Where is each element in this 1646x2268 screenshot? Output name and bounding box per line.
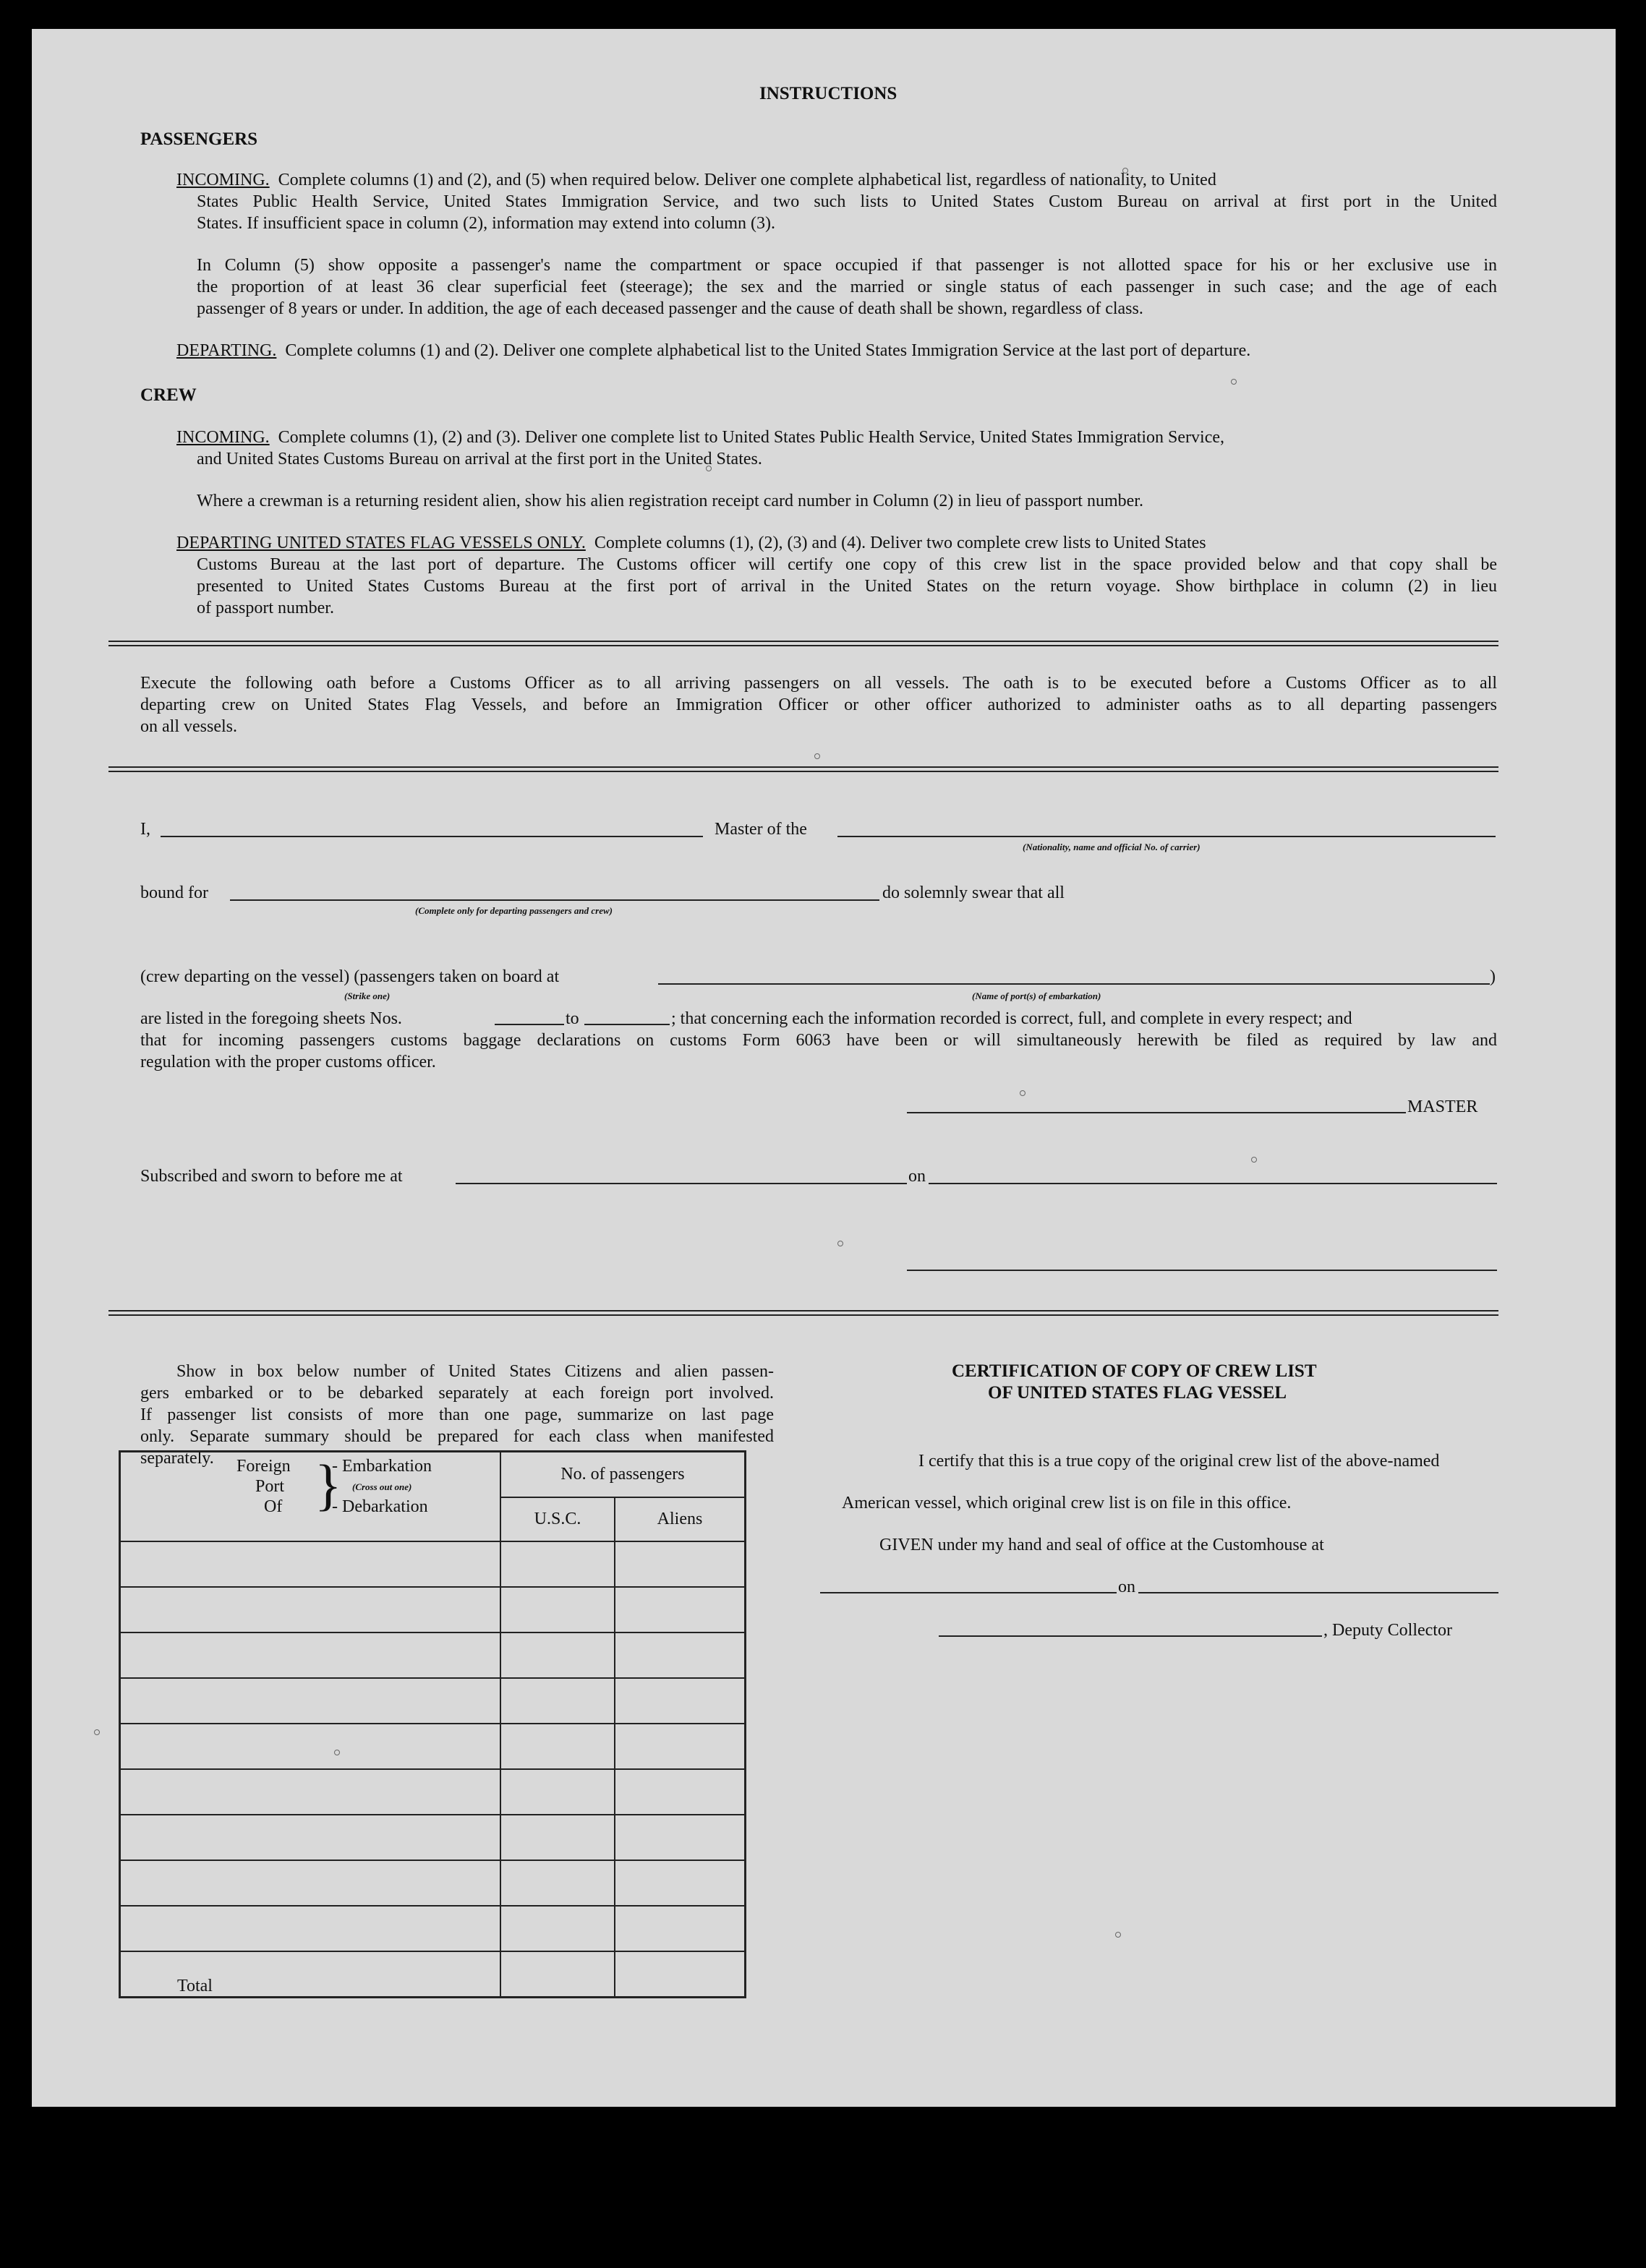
cert-on-label: on xyxy=(1118,1578,1135,1596)
instructions-title: INSTRUCTIONS xyxy=(759,84,897,103)
crew-flag-label: DEPARTING UNITED STATES FLAG VESSELS ONLY. xyxy=(176,534,586,552)
listed-line3: regulation with the proper customs officer. xyxy=(140,1053,436,1071)
crew-flag-line2: Customs Bureau at the last port of departure. The Customs officer will certify one copy of this crew list in the space provided below and that copy shall be xyxy=(197,555,1497,574)
passengers-departing-label: DEPARTING. xyxy=(176,341,277,360)
aliens-cell[interactable] xyxy=(615,1541,746,1587)
usc-cell[interactable] xyxy=(500,1906,615,1951)
table-row xyxy=(120,1815,746,1860)
sworn-on-label: on xyxy=(908,1167,926,1186)
usc-cell[interactable] xyxy=(500,1724,615,1769)
carrier-field[interactable] xyxy=(837,836,1496,837)
i-label: I, xyxy=(140,820,150,839)
usc-header: U.S.C. xyxy=(500,1497,615,1541)
table-row xyxy=(120,1724,746,1769)
column5-line1: In Column (5) show opposite a passenger's name the compartment or space occupied if that passenger is not allotted space for his or her exclusive use in xyxy=(197,256,1497,275)
table-row xyxy=(120,1632,746,1678)
divider-1 xyxy=(108,641,1498,646)
usc-cell[interactable] xyxy=(500,1860,615,1906)
crew-incoming-line2: and United States Customs Bureau on arrival at the first port in the United States. xyxy=(197,450,762,468)
passengers-heading: PASSENGERS xyxy=(140,129,258,149)
sworn-place-field[interactable] xyxy=(456,1183,907,1184)
embarkation-port-field[interactable] xyxy=(658,983,1490,985)
aliens-cell[interactable] xyxy=(615,1587,746,1632)
summary-line1: Show in box below number of United States Citizens and alien passen- xyxy=(176,1362,774,1381)
sworn-date-field[interactable] xyxy=(929,1183,1497,1184)
aliens-cell[interactable] xyxy=(615,1769,746,1815)
usc-total-cell[interactable] xyxy=(500,1951,615,1997)
master-of-the-label: Master of the xyxy=(715,820,807,839)
customhouse-field[interactable] xyxy=(820,1592,1117,1593)
passengers-incoming-line2: States Public Health Service, United States Immigration Service, and two such lists to United States Custom Bureau on arrival at first port in the United xyxy=(197,192,1497,211)
passengers-incoming-line1 xyxy=(176,169,1497,191)
crew-flag-line3: presented to United States Customs Bureau at the first port of arrival in the United States on the return voyage. Show birthplace in column (2) in lieu xyxy=(197,577,1497,596)
crew-incoming-line1 xyxy=(176,427,1500,448)
deputy-collector-label: , Deputy Collector xyxy=(1323,1621,1452,1640)
scan-speck xyxy=(1115,1932,1121,1938)
usc-cell[interactable] xyxy=(500,1541,615,1587)
passengers-incoming-label: INCOMING. xyxy=(176,171,270,189)
passengers-departing-text: Complete columns (1) and (2). Deliver one complete alphabetical list to the United States Immigration Service at the last port of departure. xyxy=(285,341,1251,360)
usc-cell[interactable] xyxy=(500,1815,615,1860)
certification-title-line1: CERTIFICATION OF COPY OF CREW LIST xyxy=(952,1361,1317,1381)
scan-speck xyxy=(1231,379,1237,385)
scan-speck xyxy=(706,466,712,471)
port-cell[interactable] xyxy=(120,1541,501,1587)
passengers-incoming-text: Complete columns (1) and (2), and (5) when required below. Deliver one complete alphabetical list, regardless of nationality, to United xyxy=(278,171,1216,189)
master-label: MASTER xyxy=(1407,1097,1478,1116)
crew-resident-alien: Where a crewman is a returning resident alien, show his alien registration receipt card number in Column (2) in lieu of passport number. xyxy=(197,492,1143,510)
crew-flag-line4: of passport number. xyxy=(197,599,334,617)
sheets-label: are listed in the foregoing sheets Nos. xyxy=(140,1009,402,1028)
embarkation-label: - Embarkation xyxy=(332,1457,432,1476)
master-signature-field[interactable] xyxy=(907,1112,1406,1113)
bound-for-field[interactable] xyxy=(230,899,879,901)
cross-out-caption: (Cross out one) xyxy=(352,1481,412,1492)
certify-line2: American vessel, which original crew list is on file in this office. xyxy=(842,1494,1292,1512)
divider-2 xyxy=(108,766,1498,772)
aliens-cell[interactable] xyxy=(615,1724,746,1769)
port-name-caption: (Name of port(s) of embarkation) xyxy=(972,990,1101,1001)
usc-cell[interactable] xyxy=(500,1769,615,1815)
table-row xyxy=(120,1541,746,1587)
aliens-cell[interactable] xyxy=(615,1860,746,1906)
do-solemnly-label: do solemnly swear that all xyxy=(882,883,1065,902)
scan-speck xyxy=(1251,1157,1257,1163)
passengers-incoming-line3: States. If insufficient space in column (2), information may extend into column (3). xyxy=(197,214,776,233)
listed-text: ; that concerning each the information recorded is correct, full, and complete in every respect; and xyxy=(671,1009,1352,1028)
aliens-cell[interactable] xyxy=(615,1678,746,1724)
complete-only-caption: (Complete only for departing passengers and crew) xyxy=(415,905,613,916)
subscribed-label: Subscribed and sworn to before me at xyxy=(140,1167,403,1186)
table-row xyxy=(120,1769,746,1815)
table-row xyxy=(120,1587,746,1632)
crew-incoming-label: INCOMING. xyxy=(176,428,270,447)
oath-intro-line1: Execute the following oath before a Customs Officer as to all arriving passengers on all vessels. The oath is to be executed before a Customs Officer as to all xyxy=(140,674,1497,693)
no-of-passengers-header: No. of passengers xyxy=(500,1452,746,1497)
port-cell[interactable] xyxy=(120,1815,501,1860)
port-cell[interactable] xyxy=(120,1860,501,1906)
port-cell[interactable] xyxy=(120,1906,501,1951)
crew-flag-line1 xyxy=(176,532,1500,554)
listed-line2: that for incoming passengers customs baggage declarations on customs Form 6063 have been or will simultaneously herewith be filed as required by law and xyxy=(140,1031,1497,1050)
debarkation-label: - Debarkation xyxy=(332,1497,428,1516)
scan-speck xyxy=(94,1729,100,1735)
crew-flag-text: Complete columns (1), (2), (3) and (4). Deliver two complete crew lists to United States xyxy=(594,534,1206,552)
deputy-signature-field[interactable] xyxy=(939,1635,1322,1637)
port-label: Port xyxy=(255,1477,285,1496)
crew-departing-label: (crew departing on the vessel) (passengers taken on board at xyxy=(140,967,560,986)
crew-incoming-text: Complete columns (1), (2) and (3). Deliver one complete list to United States Public Health Service, United States Immigration Service, xyxy=(278,428,1225,447)
scan-speck xyxy=(1020,1090,1025,1096)
port-cell[interactable] xyxy=(120,1632,501,1678)
passengers-departing-line xyxy=(176,340,1500,361)
passenger-summary-table xyxy=(119,1450,746,1998)
close-paren: ) xyxy=(1490,967,1496,986)
aliens-cell[interactable] xyxy=(615,1906,746,1951)
of-label: Of xyxy=(264,1497,283,1516)
scan-speck xyxy=(814,753,820,759)
usc-cell[interactable] xyxy=(500,1587,615,1632)
port-header-cell xyxy=(120,1452,501,1541)
table-row xyxy=(120,1860,746,1906)
table-row xyxy=(120,1678,746,1724)
nationality-caption: (Nationality, name and official No. of carrier) xyxy=(1023,842,1201,852)
divider-3 xyxy=(108,1310,1498,1316)
summary-line4: only. Separate summary should be prepared for each class when manifested xyxy=(140,1427,774,1446)
table-row xyxy=(120,1906,746,1951)
oath-intro-line2: departing crew on United States Flag Vessels, and before an Immigration Officer or other officer authorized to administer oaths as to all departing passengers xyxy=(140,696,1497,714)
port-cell[interactable] xyxy=(120,1678,501,1724)
summary-line5: separately. xyxy=(140,1449,214,1468)
port-cell[interactable] xyxy=(120,1587,501,1632)
sheets-to-label: to xyxy=(566,1009,579,1028)
total-label: Total xyxy=(120,1951,501,1997)
usc-cell[interactable] xyxy=(500,1632,615,1678)
officer-signature-field[interactable] xyxy=(907,1270,1497,1271)
brace-icon: } xyxy=(315,1453,342,1516)
total-row xyxy=(120,1951,746,1997)
sheet-to-field[interactable] xyxy=(584,1024,670,1025)
bound-for-label: bound for xyxy=(140,883,208,902)
summary-line3: If passenger list consists of more than one page, summarize on last page xyxy=(140,1405,774,1424)
oath-intro-line3: on all vessels. xyxy=(140,717,237,736)
certify-line1: I certify that this is a true copy of the original crew list of the above-named xyxy=(918,1452,1440,1471)
crew-heading: CREW xyxy=(140,385,197,405)
aliens-total-cell[interactable] xyxy=(615,1951,746,1997)
summary-line2: gers embarked or to be debarked separately at each foreign port involved. xyxy=(140,1384,774,1403)
sheet-from-field[interactable] xyxy=(495,1024,564,1025)
scan-speck xyxy=(837,1241,843,1246)
usc-cell[interactable] xyxy=(500,1678,615,1724)
strike-one-caption: (Strike one) xyxy=(344,990,391,1001)
column5-line3: passenger of 8 years or under. In addition, the age of each deceased passenger and the cause of death shall be shown, regardless of class. xyxy=(197,299,1143,318)
column5-line2: the proportion of at least 36 clear superficial feet (steerage); the sex and the married or single status of each passenger in such case; and the age of each xyxy=(197,278,1497,296)
port-cell[interactable] xyxy=(120,1724,501,1769)
port-cell[interactable] xyxy=(120,1769,501,1815)
scan-speck xyxy=(1122,168,1128,174)
master-name-field[interactable] xyxy=(161,836,703,837)
certification-title-line2: OF UNITED STATES FLAG VESSEL xyxy=(988,1383,1287,1403)
aliens-header: Aliens xyxy=(615,1497,746,1541)
scan-speck xyxy=(334,1750,340,1755)
cert-date-field[interactable] xyxy=(1138,1592,1498,1593)
aliens-cell[interactable] xyxy=(615,1632,746,1678)
aliens-cell[interactable] xyxy=(615,1815,746,1860)
given-line: GIVEN under my hand and seal of office at the Customhouse at xyxy=(879,1536,1324,1554)
foreign-label: Foreign xyxy=(236,1457,291,1476)
